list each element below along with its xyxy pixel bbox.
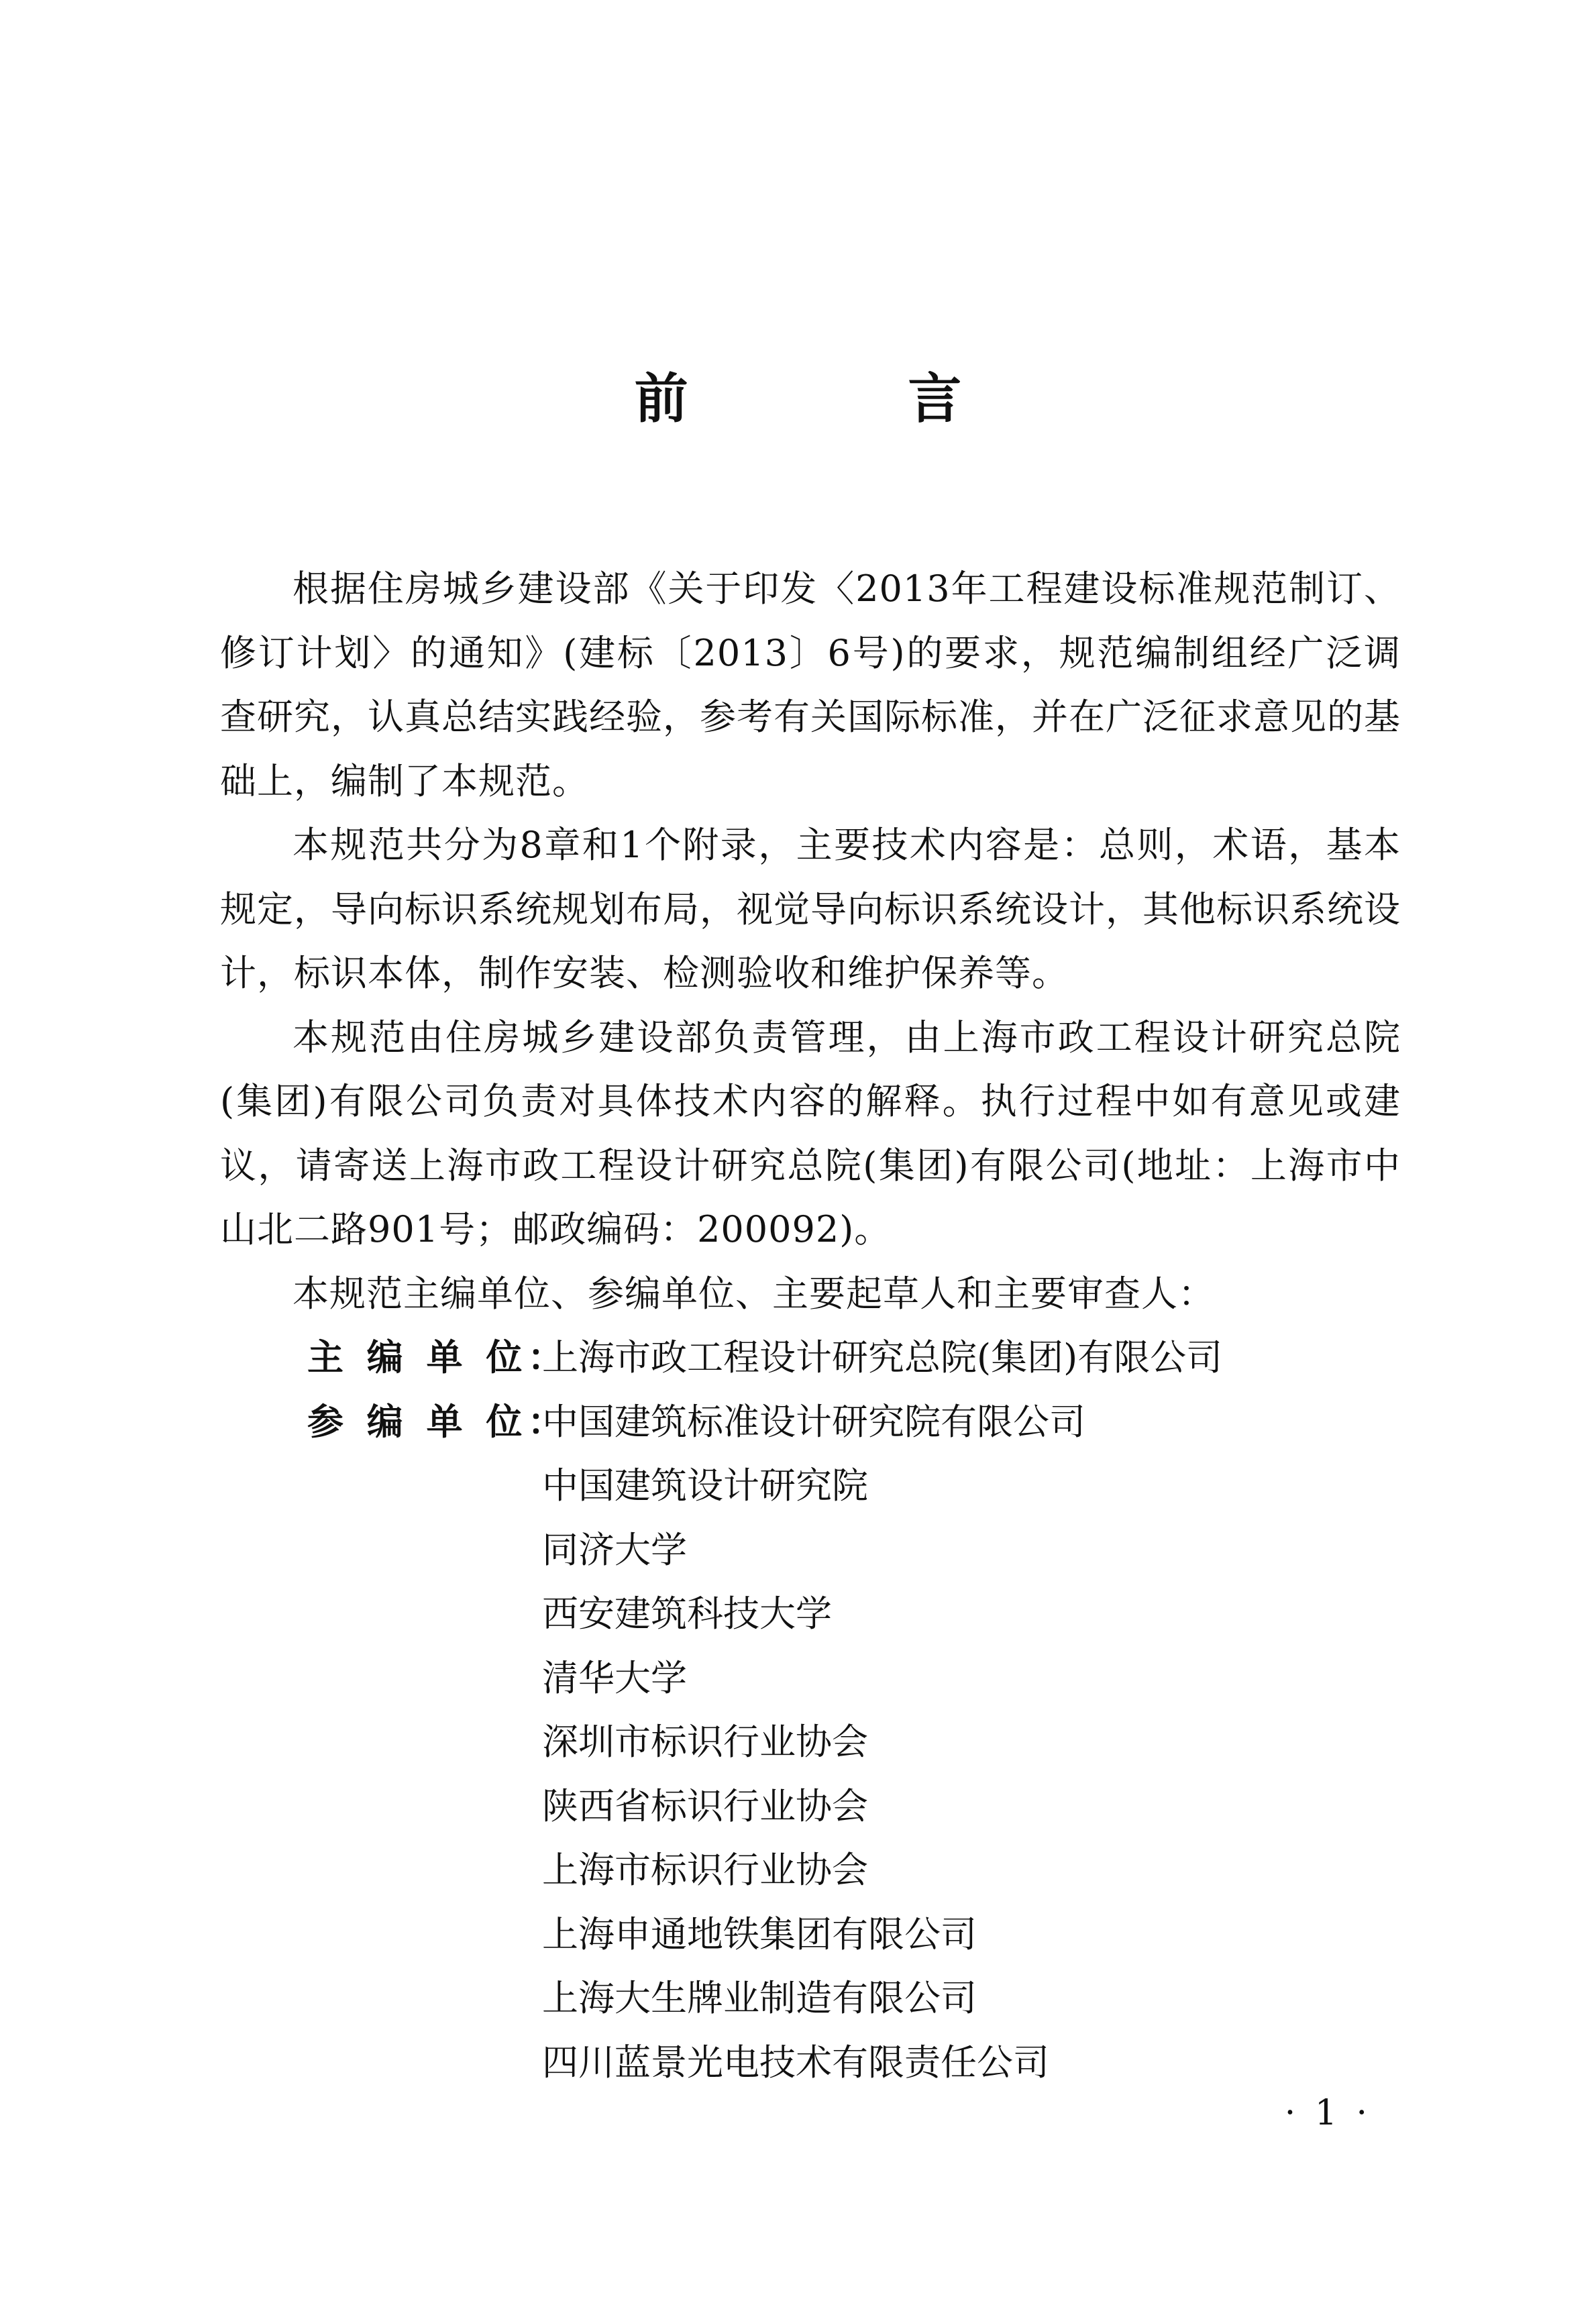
page-number: · 1 · bbox=[1284, 2093, 1371, 2133]
participant-unit: 陕西省标识行业协会 bbox=[542, 1784, 868, 1827]
paragraph-basis: 根据住房城乡建设部《关于印发〈2013年工程建设标准规范制订、修订计划〉的通知》(建标〔2013〕6号)的要求，规范编制组经广泛调查研究，认真总结实践经验，参考有关国际标准，并在广泛征求意见的基础上，编制了本规范。 bbox=[220, 568, 1401, 802]
participant-unit: 深圳市标识行业协会 bbox=[542, 1721, 868, 1763]
chief-editor-unit: 上海市政工程设计研究总院(集团)有限公司 bbox=[542, 1336, 1223, 1379]
paragraph-units-intro: 本规范主编单位、参编单位、主要起草人和主要审查人： bbox=[292, 1272, 1215, 1315]
participants-row bbox=[220, 1390, 1401, 2095]
participant-unit: 清华大学 bbox=[542, 1656, 687, 1699]
participants-list bbox=[542, 1390, 1085, 2095]
chief-editor-label: 主 编 单 位： bbox=[307, 1336, 570, 1379]
participants-label: 参 编 单 位： bbox=[307, 1400, 570, 1443]
paragraph-contents: 本规范共分为8章和1个附录，主要技术内容是：总则，术语，基本规定，导向标识系统规划布局，视觉导向标识系统设计，其他标识系统设计，标识本体，制作安装、检测验收和维护保养等。 bbox=[220, 824, 1401, 994]
participant-unit: 上海市标识行业协会 bbox=[542, 1849, 868, 1891]
participant-unit: 上海大生牌业制造有限公司 bbox=[542, 1977, 977, 2019]
participant-unit: 中国建筑标准设计研究院有限公司 bbox=[542, 1400, 1085, 1443]
chief-editor-list bbox=[542, 1326, 1222, 1390]
participant-unit: 上海申通地铁集团有限公司 bbox=[542, 1913, 977, 1955]
participant-unit: 西安建筑科技大学 bbox=[542, 1593, 832, 1635]
participant-unit: 中国建筑设计研究院 bbox=[542, 1464, 868, 1507]
participant-unit: 四川蓝景光电技术有限责任公司 bbox=[542, 2041, 1049, 2084]
page-title: 前 言 bbox=[634, 368, 1063, 430]
paragraph-management: 本规范由住房城乡建设部负责管理，由上海市政工程设计研究总院(集团)有限公司负责对具体技术内容的解释。执行过程中如有意见或建议，请寄送上海市政工程设计研究总院(集团)有限公司(地址：上海市中山北二路901号；邮政编码：200092)。 bbox=[220, 1016, 1401, 1250]
preface-body bbox=[220, 557, 1401, 2094]
participant-unit: 同济大学 bbox=[542, 1528, 687, 1571]
chief-editor-row bbox=[220, 1326, 1401, 1390]
